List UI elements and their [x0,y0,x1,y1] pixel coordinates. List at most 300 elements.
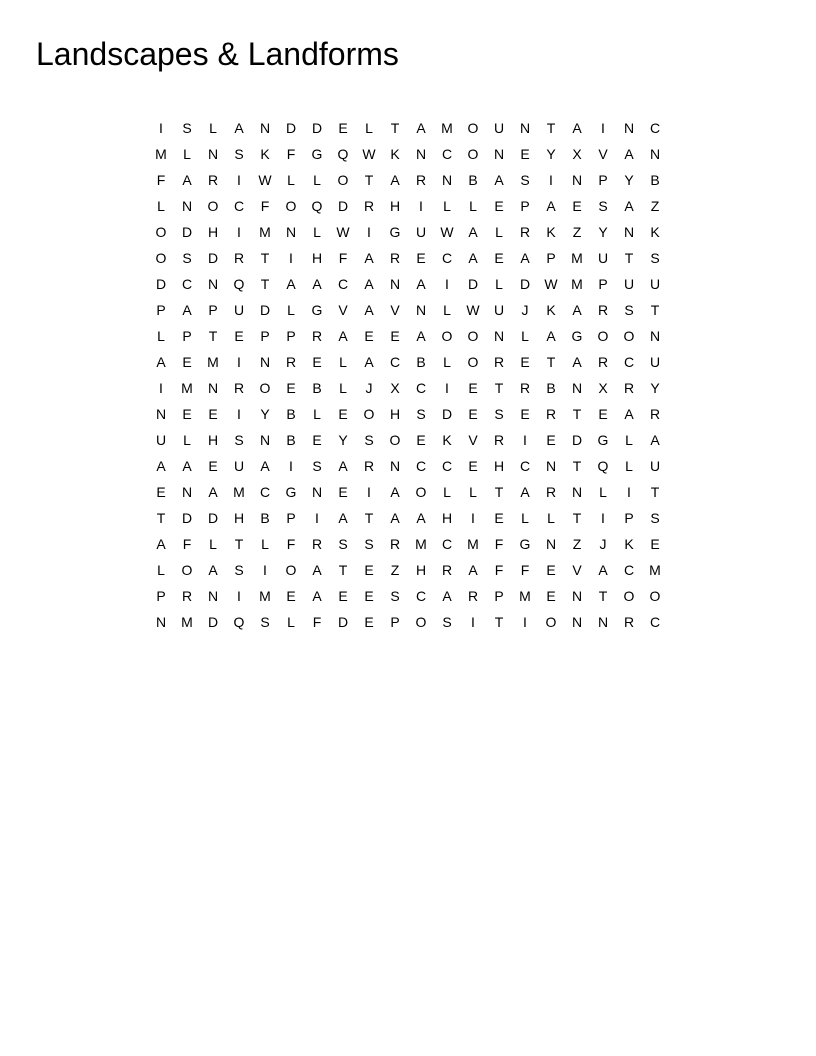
grid-letter: L [443,198,451,214]
grid-letter: M [415,536,427,552]
grid-letter: O [285,562,297,578]
grid-letter: T [546,120,556,136]
grid-letter: P [494,588,504,604]
grid-letter: T [546,354,556,370]
grid-letter: L [287,172,295,188]
grid-letter: O [155,224,167,240]
grid-letter: I [445,380,449,396]
grid-letter: I [289,250,293,266]
grid-letter: H [389,198,401,214]
grid-letter: R [311,328,323,344]
grid-letter: A [156,354,166,370]
grid-letter: E [286,380,296,396]
grid-letter: C [649,120,661,136]
grid-letter: P [182,328,192,344]
grid-letter: M [259,588,271,604]
grid-letter: L [209,536,217,552]
grid-letter: A [364,302,374,318]
grid-letter: F [286,146,296,162]
grid-letter: O [623,328,635,344]
grid-letter: T [234,536,244,552]
grid-letter: B [650,172,660,188]
grid-letter: I [289,458,293,474]
grid-letter: I [601,120,605,136]
grid-letter: F [182,536,192,552]
grid-letter: Y [650,380,660,396]
grid-letter: O [623,588,635,604]
grid-letter: N [311,484,323,500]
word-search-grid [148,115,668,635]
grid-letter: T [572,458,582,474]
grid-letter: C [233,198,245,214]
grid-letter: A [260,458,270,474]
grid-letter: K [624,536,634,552]
grid-letter: Q [233,276,245,292]
grid-letter: S [442,614,452,630]
grid-letter: T [208,328,218,344]
grid-letter: T [364,510,374,526]
grid-letter: R [597,302,609,318]
grid-letter: E [520,146,530,162]
grid-letter: O [285,198,297,214]
grid-letter: A [598,562,608,578]
grid-letter: T [338,562,348,578]
grid-letter: N [155,406,167,422]
grid-letter: C [519,458,531,474]
grid-letter: A [364,250,374,266]
grid-letter: W [544,276,558,292]
grid-letter: S [364,536,374,552]
grid-letter: J [365,380,373,396]
grid-letter: N [571,380,583,396]
grid-letter: O [441,328,453,344]
grid-letter: P [156,302,166,318]
grid-letter: A [468,224,478,240]
grid-letter: S [312,458,322,474]
grid-letter: A [312,276,322,292]
grid-letter: D [441,406,453,422]
grid-letter: I [237,172,241,188]
grid-letter: C [415,458,427,474]
grid-letter: E [156,484,166,500]
grid-letter: F [338,250,348,266]
grid-letter: R [597,354,609,370]
grid-letter: E [286,588,296,604]
grid-letter: G [311,146,323,162]
grid-letter: E [468,406,478,422]
page-title: Landscapes & Landforms [36,36,399,72]
grid-letter: P [260,328,270,344]
grid-letter: T [624,250,634,266]
grid-letter: H [415,562,427,578]
grid-letter: I [237,588,241,604]
grid-letter: A [390,484,400,500]
grid-letter: A [234,120,244,136]
grid-letter: L [287,302,295,318]
grid-letter: E [598,406,608,422]
grid-letter: I [471,614,475,630]
grid-letter: S [260,614,270,630]
grid-letter: L [313,172,321,188]
grid-letter: T [494,380,504,396]
grid-letter: Y [598,224,608,240]
grid-letter: R [389,536,401,552]
grid-letter: D [311,120,323,136]
grid-letter: N [493,328,505,344]
grid-letter: D [207,250,219,266]
grid-letter: A [182,458,192,474]
grid-letter: T [260,276,270,292]
grid-letter: N [285,224,297,240]
grid-letter: S [598,198,608,214]
grid-letter: N [441,172,453,188]
grid-letter: L [157,328,165,344]
grid-letter: I [367,224,371,240]
grid-letter: U [155,432,167,448]
grid-letter: A [624,146,634,162]
grid-letter: K [442,432,452,448]
grid-letter: I [523,432,527,448]
grid-letter: J [521,302,529,318]
grid-letter: A [572,302,582,318]
grid-letter: N [493,146,505,162]
grid-letter: Y [546,146,556,162]
grid-letter: R [181,588,193,604]
grid-letter: C [337,276,349,292]
grid-letter: D [519,276,531,292]
grid-letter: C [415,588,427,604]
grid-letter: A [572,354,582,370]
grid-letter: A [546,328,556,344]
grid-letter: E [650,536,660,552]
grid-letter: W [440,224,454,240]
grid-letter: L [625,432,633,448]
grid-letter: S [364,432,374,448]
grid-letter: E [494,510,504,526]
grid-letter: L [521,510,529,526]
grid-letter: B [286,432,296,448]
grid-letter: A [312,588,322,604]
grid-letter: F [494,562,504,578]
grid-letter: N [259,120,271,136]
grid-letter: L [495,224,503,240]
grid-letter: S [650,250,660,266]
grid-letter: E [312,432,322,448]
grid-letter: A [442,588,452,604]
grid-letter: N [519,120,531,136]
grid-letter: T [494,614,504,630]
grid-letter: G [311,302,323,318]
grid-letter: A [156,536,166,552]
grid-letter: Q [311,198,323,214]
grid-letter: N [207,380,219,396]
grid-letter: T [156,510,166,526]
grid-letter: N [389,276,401,292]
grid-letter: N [181,484,193,500]
grid-letter: O [467,146,479,162]
grid-letter: X [390,380,400,396]
grid-letter: R [363,458,375,474]
grid-letter: I [445,276,449,292]
grid-letter: N [207,588,219,604]
grid-letter: E [338,406,348,422]
grid-letter: O [259,380,271,396]
grid-letter: E [364,614,374,630]
grid-letter: I [367,484,371,500]
grid-letter: S [182,120,192,136]
grid-letter: I [263,562,267,578]
grid-letter: H [493,458,505,474]
grid-letter: T [572,510,582,526]
grid-letter: I [471,510,475,526]
grid-letter: T [494,484,504,500]
grid-letter: B [260,510,270,526]
grid-letter: C [181,276,193,292]
grid-letter: R [519,224,531,240]
grid-letter: M [181,380,193,396]
grid-letter: Z [390,562,400,578]
grid-letter: O [467,120,479,136]
grid-letter: U [233,302,245,318]
grid-letter: U [649,354,661,370]
grid-letter: B [286,406,296,422]
grid-letter: O [597,328,609,344]
grid-letter: B [468,172,478,188]
grid-letter: R [623,380,635,396]
grid-letter: N [415,146,427,162]
grid-letter: G [519,536,531,552]
grid-letter: E [208,458,218,474]
grid-letter: N [623,224,635,240]
grid-letter: D [285,120,297,136]
grid-letter: A [624,198,634,214]
grid-letter: U [415,224,427,240]
grid-letter: M [155,146,167,162]
grid-letter: V [338,302,348,318]
grid-letter: X [598,380,608,396]
grid-letter: V [390,302,400,318]
grid-letter: U [233,458,245,474]
grid-letter: H [441,510,453,526]
grid-letter: P [598,276,608,292]
grid-letter: R [363,198,375,214]
grid-letter: T [650,484,660,500]
grid-letter: A [416,120,426,136]
grid-letter: R [233,380,245,396]
grid-letter: I [627,484,631,500]
grid-letter: Z [572,536,582,552]
grid-letter: K [390,146,400,162]
grid-letter: A [338,328,348,344]
grid-letter: P [520,198,530,214]
grid-letter: N [207,146,219,162]
grid-letter: A [416,510,426,526]
grid-letter: W [336,224,350,240]
grid-letter: I [159,380,163,396]
grid-letter: A [468,562,478,578]
grid-letter: V [572,562,582,578]
grid-letter: I [237,406,241,422]
grid-letter: G [597,432,609,448]
grid-letter: V [598,146,608,162]
grid-letter: A [156,458,166,474]
grid-letter: A [624,406,634,422]
grid-letter: E [338,588,348,604]
grid-letter: E [468,458,478,474]
grid-letter: R [493,432,505,448]
grid-letter: K [650,224,660,240]
grid-letter: P [286,328,296,344]
grid-letter: B [312,380,322,396]
grid-letter: N [571,484,583,500]
grid-letter: A [520,484,530,500]
grid-letter: G [389,224,401,240]
grid-letter: S [338,536,348,552]
grid-letter: L [313,224,321,240]
grid-letter: D [181,510,193,526]
grid-letter: R [415,172,427,188]
grid-letter: O [467,328,479,344]
grid-letter: M [571,250,583,266]
grid-letter: C [623,562,635,578]
grid-letter: U [597,250,609,266]
grid-letter: A [182,302,192,318]
grid-letter: R [519,380,531,396]
grid-letter: E [494,198,504,214]
grid-letter: I [237,354,241,370]
grid-letter: E [182,406,192,422]
grid-letter: L [209,120,217,136]
grid-letter: W [466,302,480,318]
grid-letter: L [313,406,321,422]
grid-letter: F [494,536,504,552]
grid-letter: L [157,562,165,578]
grid-letter: E [546,588,556,604]
grid-letter: L [443,302,451,318]
grid-letter: S [494,406,504,422]
grid-letter: O [545,614,557,630]
grid-letter: A [494,172,504,188]
grid-letter: S [234,146,244,162]
grid-letter: N [155,614,167,630]
grid-letter: I [159,120,163,136]
grid-letter: D [207,510,219,526]
grid-letter: O [415,614,427,630]
grid-letter: K [546,224,556,240]
grid-letter: L [365,120,373,136]
grid-letter: D [259,302,271,318]
grid-letter: E [416,250,426,266]
grid-letter: G [285,484,297,500]
grid-letter: C [649,614,661,630]
grid-letter: K [260,146,270,162]
grid-letter: F [286,536,296,552]
grid-letter: I [549,172,553,188]
grid-letter: D [207,614,219,630]
grid-letter: A [390,510,400,526]
grid-letter: N [649,328,661,344]
grid-letter: L [339,380,347,396]
grid-letter: E [364,562,374,578]
grid-letter: N [623,120,635,136]
grid-letter: A [546,198,556,214]
grid-letter: P [208,302,218,318]
grid-letter: I [419,198,423,214]
grid-letter: M [441,120,453,136]
grid-letter: I [601,510,605,526]
grid-letter: W [258,172,272,188]
grid-letter: O [207,198,219,214]
grid-letter: Y [260,406,270,422]
grid-letter: S [624,302,634,318]
grid-letter: A [338,458,348,474]
grid-letter: R [207,172,219,188]
grid-letter: Q [337,146,349,162]
grid-letter: E [494,250,504,266]
grid-letter: L [521,328,529,344]
grid-letter: E [312,354,322,370]
grid-letter: H [233,510,245,526]
grid-letter: E [546,432,556,448]
grid-letter: F [156,172,166,188]
grid-letter: O [389,432,401,448]
grid-letter: E [520,406,530,422]
grid-letter: X [572,146,582,162]
grid-letter: D [155,276,167,292]
grid-letter: N [207,276,219,292]
grid-letter: B [546,380,556,396]
grid-letter: M [259,224,271,240]
grid-letter: Q [233,614,245,630]
grid-letter: L [547,510,555,526]
grid-letter: A [286,276,296,292]
grid-letter: C [259,484,271,500]
grid-letter: J [599,536,607,552]
grid-letter: A [338,510,348,526]
grid-letter: U [623,276,635,292]
grid-letter: A [520,250,530,266]
grid-letter: H [207,432,219,448]
grid-letter: A [468,250,478,266]
grid-letter: L [495,276,503,292]
grid-letter: E [338,484,348,500]
grid-letter: C [389,354,401,370]
grid-letter: H [311,250,323,266]
grid-letter: K [546,302,556,318]
grid-letter: L [183,432,191,448]
grid-letter: O [467,354,479,370]
grid-letter: N [649,146,661,162]
grid-letter: D [337,614,349,630]
grid-letter: S [234,562,244,578]
grid-letter: N [571,614,583,630]
grid-letter: L [443,484,451,500]
grid-letter: F [312,614,322,630]
grid-letter: M [207,354,219,370]
grid-letter: O [363,406,375,422]
grid-letter: Q [597,458,609,474]
grid-letter: M [233,484,245,500]
grid-letter: E [234,328,244,344]
grid-letter: N [571,588,583,604]
grid-letter: L [625,458,633,474]
grid-letter: U [649,458,661,474]
grid-letter: Z [572,224,582,240]
grid-letter: O [181,562,193,578]
grid-letter: N [597,614,609,630]
grid-letter: A [390,172,400,188]
grid-letter: L [599,484,607,500]
